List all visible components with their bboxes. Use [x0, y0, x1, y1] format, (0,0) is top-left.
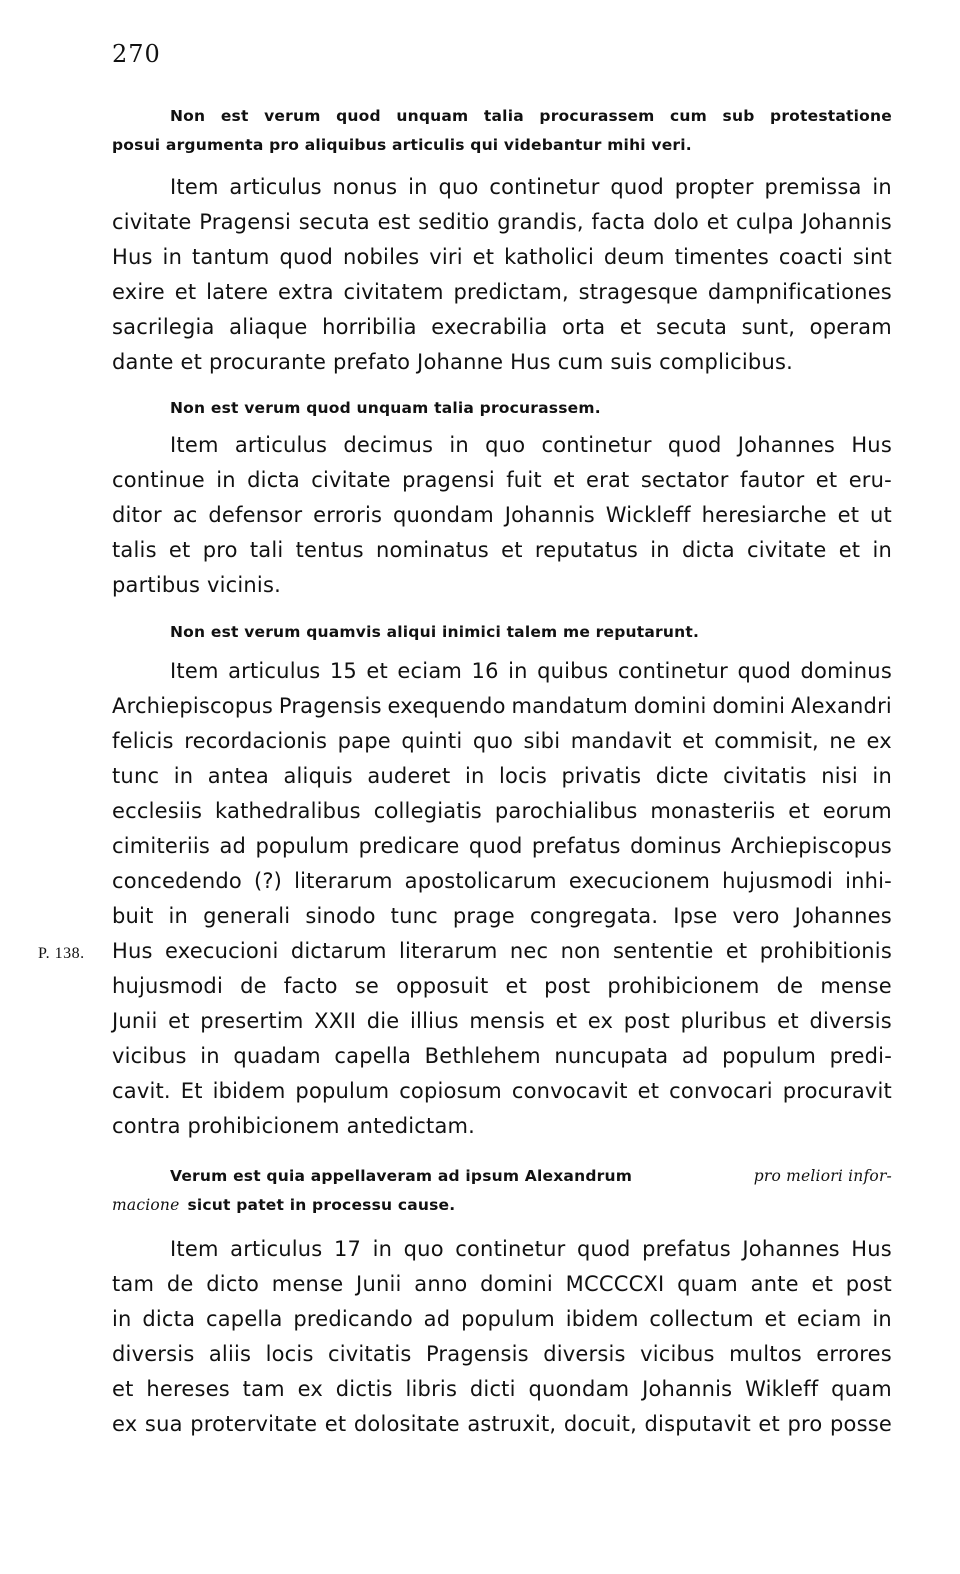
text-line: Item articulus decimus in quo continetur quod Johannes Hus — [170, 433, 892, 457]
text-line: felicis recordacionis pape quinti quo sibi mandavit et commisit, ne ex — [112, 729, 892, 753]
text-line: Junii et presertim XXII die illius mensis et ex post pluribus et diversis — [112, 1009, 892, 1033]
text-line: Hus execucioni dictarum literarum nec non sententie et prohibitionis — [112, 939, 892, 963]
text-line: Item articulus 15 et eciam 16 in quibus continetur quod dominus — [170, 659, 892, 683]
text-line: civitate Pragensi secuta est seditio grandis, facta dolo et culpa Johannis — [112, 210, 892, 234]
text-line: ditor ac defensor erroris quondam Johannis Wickleff heresiarche et ut — [112, 503, 892, 527]
response-paragraph — [112, 102, 892, 160]
text-line: hujusmodi de facto se opposuit et post prohibicionem de mense — [112, 974, 892, 998]
text-line: cavit. Et ibidem populum copiosum convocavit et convocari procuravit — [112, 1079, 892, 1103]
text-line: diversis aliis locis civitatis Pragensis diversis vicibus multos errores — [112, 1342, 892, 1366]
text-line: partibus vicinis. — [112, 573, 281, 597]
text-line: tunc in antea aliquis auderet in locis privatis dicte civitatis nisi in — [112, 764, 892, 788]
text-line: posui argumenta pro aliquibus articulis qui videbantur mihi veri. — [112, 136, 692, 154]
text-line: Item articulus 17 in quo continetur quod prefatus Johannes Hus — [170, 1237, 892, 1261]
text-line: vicibus in quadam capella Bethlehem nuncupata ad populum predi- — [112, 1044, 892, 1068]
text-line: Non est verum quod unquam talia procurassem. — [170, 399, 601, 417]
text-line: continue in dicta civitate pragensi fuit et erat sectator fautor et eru- — [112, 468, 892, 492]
text-line: in dicta capella predicando ad populum ibidem collectum et eciam in — [112, 1307, 892, 1331]
page-number: 270 — [112, 40, 161, 68]
text-line: cimiteriis ad populum predicare quod prefatus dominus Archiepiscopus — [112, 834, 892, 858]
text-line: macione sicut patet in processu cause. — [112, 1191, 892, 1220]
text-line: buit in generali sinodo tunc prage congregata. Ipse vero Johannes — [112, 904, 892, 928]
article-paragraph — [112, 654, 892, 1144]
text-line: Hus in tantum quod nobiles viri et katholici deum timentes coacti sint — [112, 245, 892, 269]
response-paragraph — [112, 394, 892, 423]
italic-phrase: pro meliori infor- — [753, 1167, 892, 1185]
response-paragraph — [112, 618, 892, 647]
text-line: Archiepiscopus Pragensis exequendo mandatum domini domini Alexandri — [112, 694, 892, 718]
text-line: exire et latere extra civitatem predictam, stragesque dampnificationes — [112, 280, 892, 304]
article-paragraph — [112, 1232, 892, 1442]
text-line: Non est verum quod unquam talia procurassem cum sub protestatione — [170, 107, 892, 125]
text-line: ex sua protervitate et dolositate astruxit, docuit, disputavit et pro posse — [112, 1412, 892, 1436]
italic-phrase: macione — [112, 1196, 180, 1214]
text-line: Verum est quia appellaveram ad ipsum Alexandrum pro meliori infor- — [112, 1162, 892, 1191]
text-line: talis et pro tali tentus nominatus et reputatus in dicta civitate et in — [112, 538, 892, 562]
text-line: sacrilegia aliaque horribilia execrabilia orta et secuta sunt, operam — [112, 315, 892, 339]
text-line: contra prohibicionem antedictam. — [112, 1114, 476, 1138]
text-line: tam de dicto mense Junii anno domini MCCCCXI quam ante et post — [112, 1272, 892, 1296]
text-line: concedendo (?) literarum apostolicarum execucionem hujusmodi inhi- — [112, 869, 892, 893]
margin-note: P. 138. — [38, 945, 85, 962]
text-line: et hereses tam ex dictis libris dicti quondam Johannis Wikleff quam — [112, 1377, 892, 1401]
text-line: ecclesiis kathedralibus collegiatis parochialibus monasteriis et eorum — [112, 799, 892, 823]
article-paragraph — [112, 170, 892, 380]
response-paragraph — [112, 1162, 892, 1220]
text-line: dante et procurante prefato Johanne Hus cum suis complicibus. — [112, 350, 793, 374]
text-line: Item articulus nonus in quo continetur quod propter premissa in — [170, 175, 892, 199]
text-line: Non est verum quamvis aliqui inimici talem me reputarunt. — [170, 623, 700, 641]
article-paragraph — [112, 428, 892, 603]
